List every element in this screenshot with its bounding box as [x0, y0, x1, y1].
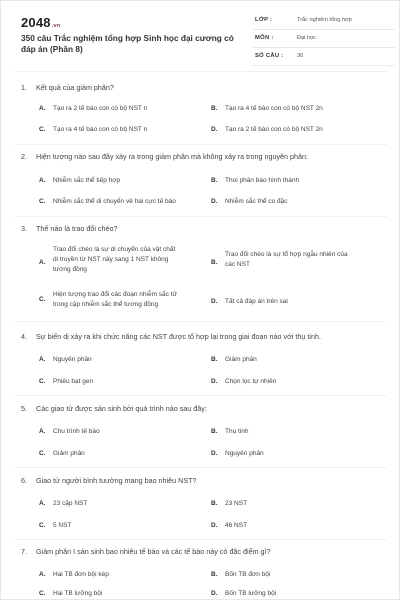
- option-letter: B.: [211, 177, 218, 184]
- option-letter: C.: [39, 378, 46, 385]
- option-letter: A.: [39, 356, 46, 363]
- question-prompt: Kết quả của giảm phân?: [36, 83, 114, 92]
- option-c[interactable]: [39, 290, 209, 312]
- option-line: trong cặp nhiễm sắc thể tương đồng: [53, 301, 159, 308]
- option-letter: C.: [39, 590, 46, 597]
- option-d[interactable]: [211, 197, 288, 206]
- option-letter: A.: [39, 500, 46, 507]
- question-divider: [15, 395, 387, 396]
- option-b[interactable]: [211, 250, 381, 272]
- option-text: 5 NST: [53, 522, 72, 529]
- option-text: Bốn TB đơn bội: [225, 571, 271, 578]
- option-d[interactable]: [211, 449, 264, 458]
- option-line: tương đồng: [53, 266, 87, 273]
- option-letter: D.: [211, 590, 218, 597]
- option-letter: C.: [39, 198, 46, 205]
- document-title: 350 câu Trắc nghiệm tổng hợp Sinh học đại cương có đáp án (Phần 8): [21, 33, 234, 54]
- question-number: 7.: [21, 547, 27, 556]
- option-c[interactable]: [39, 377, 93, 386]
- option-d[interactable]: [211, 589, 276, 598]
- option-a[interactable]: [39, 176, 120, 185]
- option-letter: A.: [39, 177, 46, 184]
- logo-suffix: .vn: [51, 23, 61, 29]
- option-letter: D.: [211, 298, 218, 305]
- question-prompt: Sự biến dị xảy ra khi chức năng các NST được tổ hợp lại trong giai đoạn nào với thụ tinh.: [36, 332, 321, 341]
- meta-value: Trắc nghiệm tổng hợp: [297, 17, 352, 23]
- option-line: Trao đổi chéo là sự di chuyển của vật chất: [53, 246, 176, 253]
- meta-value: Đại học: [297, 35, 316, 41]
- question-number: 2.: [21, 152, 27, 161]
- option-line: Trao đổi chéo là sự tổ hợp ngẫu nhiên của: [225, 251, 348, 258]
- question-text: [21, 152, 386, 162]
- question-text: [21, 224, 386, 234]
- option-letter: D.: [211, 126, 218, 133]
- option-text: Giảm phân: [53, 450, 85, 457]
- question-text: [21, 476, 386, 486]
- question-number: 1.: [21, 83, 27, 92]
- option-a[interactable]: [39, 570, 109, 579]
- option-text: [225, 250, 348, 270]
- option-d[interactable]: [211, 297, 381, 309]
- meta-row-subject: [253, 33, 395, 48]
- option-letter: A.: [39, 105, 46, 112]
- option-letter: B.: [211, 259, 218, 266]
- option-letter: C.: [39, 522, 46, 529]
- option-text: Nhiễm sắc thể di chuyển về hai cực tế bào: [53, 198, 176, 205]
- option-line: Hiện tượng trao đổi các đoạn nhiễm sắc tử: [53, 291, 177, 298]
- option-text: Chu trình tế bào: [53, 428, 100, 435]
- option-letter: C.: [39, 296, 46, 303]
- option-b[interactable]: [211, 570, 270, 579]
- option-a[interactable]: [39, 427, 100, 436]
- option-text: Bốn TB lưỡng bội: [225, 590, 277, 597]
- question-divider: [15, 539, 387, 540]
- question-prompt: Giao tử người bình tuường mang bao nhiêu NST?: [36, 476, 197, 485]
- option-letter: A.: [39, 428, 46, 435]
- header-divider: [15, 71, 387, 72]
- option-a[interactable]: [39, 355, 92, 364]
- question-prompt: Hiện tượng nào sau đây xảy ra trong giảm phân mà không xảy ra trong nguyên phân:: [36, 152, 309, 161]
- option-line: các NST: [225, 261, 250, 268]
- option-letter: B.: [211, 105, 218, 112]
- option-letter: C.: [39, 126, 46, 133]
- logo-text: 2048: [21, 15, 51, 30]
- option-c[interactable]: [39, 521, 71, 530]
- option-letter: D.: [211, 522, 218, 529]
- option-b[interactable]: [211, 427, 249, 436]
- option-line: Tất cả đáp án trên sai: [225, 298, 288, 305]
- question-text: [21, 547, 386, 557]
- site-logo[interactable]: [21, 15, 60, 30]
- meta-label: MÔN :: [255, 35, 274, 41]
- option-c[interactable]: [39, 197, 176, 206]
- option-text: Chọn lọc tự nhiên: [225, 378, 277, 385]
- option-text: 46 NST: [225, 522, 248, 529]
- option-text: Giảm phân: [225, 356, 257, 363]
- option-letter: D.: [211, 198, 218, 205]
- option-text: 23 cặp NST: [53, 500, 88, 507]
- option-b[interactable]: [211, 355, 257, 364]
- option-c[interactable]: [39, 125, 147, 134]
- option-text: [53, 245, 175, 275]
- question-number: 4.: [21, 332, 27, 341]
- option-text: Thụ tinh: [225, 428, 249, 435]
- option-a[interactable]: [39, 499, 87, 508]
- option-d[interactable]: [211, 521, 247, 530]
- question-prompt: Giảm phân I sản sinh bao nhiêu tế bào và các tế bào này có đặc điểm gì?: [36, 547, 271, 556]
- option-letter: B.: [211, 356, 218, 363]
- option-letter: D.: [211, 378, 218, 385]
- option-letter: C.: [39, 450, 46, 457]
- meta-row-count: [253, 51, 395, 66]
- meta-label: LỚP :: [255, 17, 273, 23]
- option-letter: A.: [39, 571, 46, 578]
- option-text: Tạo ra 4 tế bào con có bộ NST 2n: [225, 105, 323, 112]
- question-divider: [15, 321, 387, 322]
- option-a[interactable]: [39, 104, 147, 113]
- option-text: [53, 290, 177, 310]
- question-text: [21, 404, 386, 414]
- question-number: 6.: [21, 476, 27, 485]
- document-header: [15, 13, 387, 63]
- option-text: Nhiễm sắc thể tiếp hợp: [53, 177, 121, 184]
- option-text: Nguyên phân: [53, 356, 92, 363]
- option-letter: D.: [211, 450, 218, 457]
- option-c[interactable]: [39, 589, 102, 598]
- option-d[interactable]: [211, 125, 323, 134]
- option-d[interactable]: [211, 377, 276, 386]
- meta-label: SỐ CÂU :: [255, 53, 284, 59]
- option-letter: B.: [211, 428, 218, 435]
- option-text: Hai TB lưỡng bội: [53, 590, 103, 597]
- option-b[interactable]: [211, 176, 299, 185]
- question-text: [21, 83, 386, 93]
- option-text: Phiêu bạt gen: [53, 378, 94, 385]
- option-letter: B.: [211, 571, 218, 578]
- question-text: [21, 332, 386, 342]
- option-letter: B.: [211, 500, 218, 507]
- meta-row-class: [253, 15, 395, 30]
- option-text: 23 NST: [225, 500, 248, 507]
- question-prompt: Các giao tử được sản sinh bởi quá trình nào sau đây:: [36, 404, 207, 413]
- option-text: Tạo ra 4 tế bào con có bộ NST n: [53, 126, 148, 133]
- question-divider: [15, 216, 387, 217]
- option-text: [225, 297, 288, 307]
- question-divider: [15, 467, 387, 468]
- option-text: Tạo ra 2 tế bào con có bộ NST 2n: [225, 126, 323, 133]
- question-number: 3.: [21, 224, 27, 233]
- option-line: di truyền từ NST này sang 1 NST không: [53, 256, 169, 263]
- question-number: 5.: [21, 404, 27, 413]
- question-prompt: Thế nào là trao đổi chéo?: [36, 224, 118, 233]
- option-c[interactable]: [39, 449, 85, 458]
- option-text: Thoi phân bào hình thành: [225, 177, 300, 184]
- option-text: Hai TB đơn bội kép: [53, 571, 109, 578]
- question-divider: [15, 144, 387, 145]
- option-text: Nhiễm sắc thể co đặc: [225, 198, 288, 205]
- option-letter: A.: [39, 259, 46, 266]
- meta-value: 30: [297, 53, 304, 59]
- option-a[interactable]: [39, 245, 209, 277]
- option-text: Tạo ra 2 tế bào con có bộ NST n: [53, 105, 148, 112]
- option-text: Nguyên phân: [225, 450, 264, 457]
- document-meta: [253, 15, 395, 69]
- option-b[interactable]: [211, 499, 247, 508]
- option-b[interactable]: [211, 104, 323, 113]
